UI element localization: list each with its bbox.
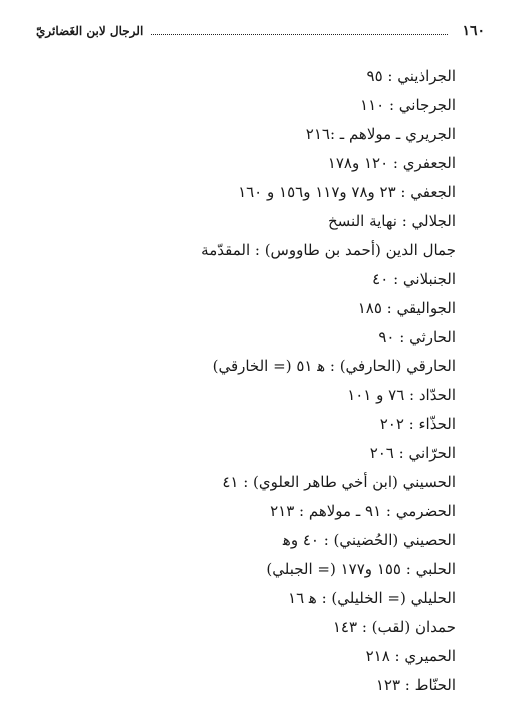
index-entry: جمال الدين (أحمد بن طاووس) : المقدّمة bbox=[201, 241, 456, 259]
index-entry: الحدّاد : ٧٦ و ١٠١ bbox=[347, 386, 456, 404]
running-header bbox=[36, 20, 485, 42]
index-entry: حمدان (لقب) : ١٤٣ bbox=[332, 618, 456, 636]
index-entry: الجنبلاني : ٤٠ bbox=[372, 270, 456, 288]
index-entry: الحصيني (الحُضيني) : ٤٠ وﻫ bbox=[282, 531, 456, 549]
index-entry: الحسيني (ابن أخي طاهر العلوي) : ٤١ bbox=[222, 473, 456, 491]
index-entry: الجعفري : ١٢٠ و١٧٨ bbox=[327, 154, 456, 172]
index-entry: الحارقي (الحارفي) : ﻫ ٥١ (= الخارقي) bbox=[212, 357, 456, 375]
index-entry: الحارثي : ٩٠ bbox=[378, 328, 456, 346]
book-title: الرجال لابن الغَضائريّ bbox=[36, 24, 144, 38]
index-entry: الجرجاني : ١١٠ bbox=[360, 96, 456, 114]
header-dot-leader bbox=[151, 34, 448, 35]
index-entry: الحرّاني : ٢٠٦ bbox=[369, 444, 456, 462]
index-entry: الحلبي : ١٥٥ و١٧٧ (= الجبلي) bbox=[266, 560, 456, 578]
index-entry: الجعفي : ٢٣ و٧٨ و١١٧ و١٥٦ و ١٦٠ bbox=[238, 183, 456, 201]
index-entry: الجراذيني : ٩٥ bbox=[366, 67, 456, 85]
index-entries bbox=[40, 62, 456, 700]
index-entry: الحنّاط : ١٢٣ bbox=[375, 676, 456, 694]
page-number: ١٦٠ bbox=[462, 23, 485, 39]
index-entry: الجواليقي : ١٨٥ bbox=[357, 299, 456, 317]
index-entry: الجريري ـ مولاهم ـ :٢١٦ bbox=[305, 125, 456, 143]
index-entry: الحضرمي : ٩١ ـ مولاهم : ٢١٣ bbox=[270, 502, 456, 520]
index-entry: الحذّاء : ٢٠٢ bbox=[379, 415, 456, 433]
index-entry: الجلالي : نهاية النسخ bbox=[327, 212, 456, 230]
index-entry: الحليلي (= الخليلي) : ﻫ ١٦ bbox=[288, 589, 456, 607]
index-entry: الحميري : ٢١٨ bbox=[365, 647, 456, 665]
